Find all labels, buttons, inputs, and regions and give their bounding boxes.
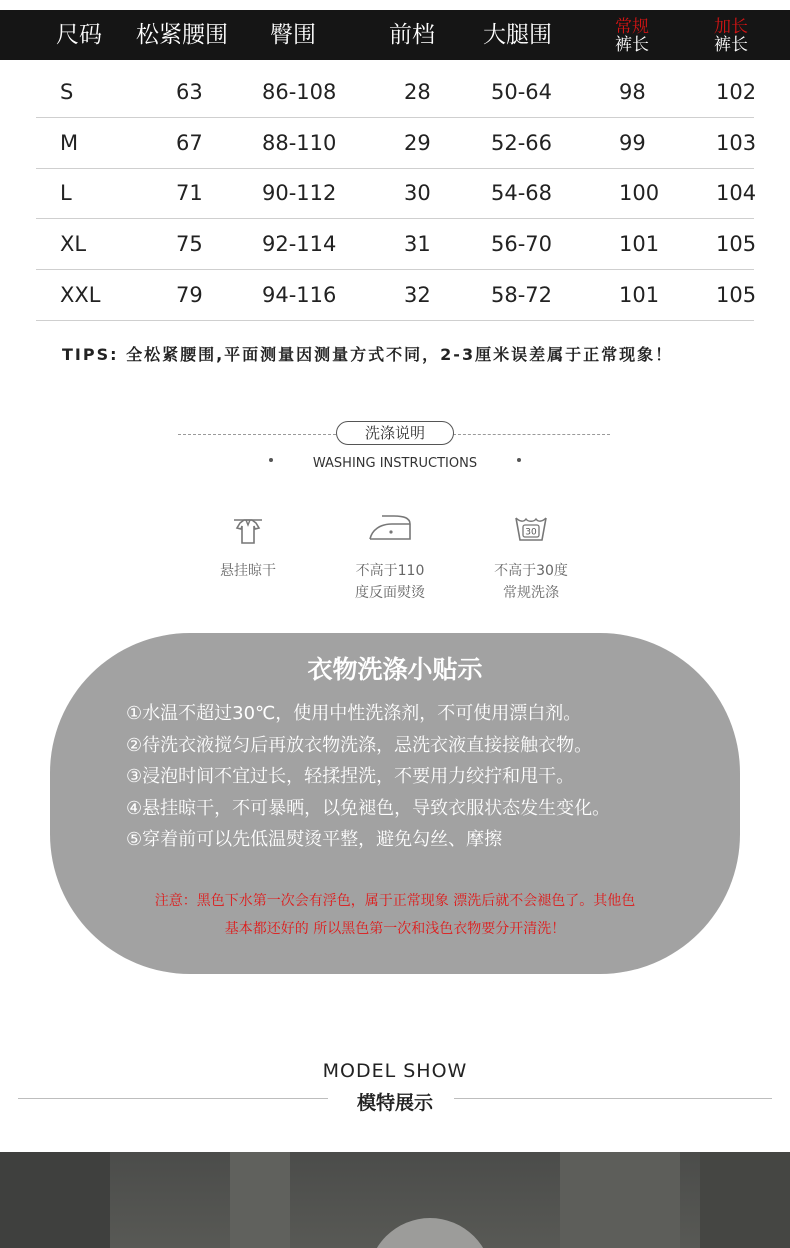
header-regular-length — [610, 18, 654, 54]
table-cell: 63 — [176, 80, 203, 104]
header-long-length-label: 裤长 — [714, 35, 748, 55]
photo-background — [0, 1152, 110, 1248]
care-tip-item: ③浸泡时间不宜过长，轻揉捏洗，不要用力绞拧和甩干。 — [126, 766, 575, 787]
care-tip-item: ④悬挂晾干，不可暴晒，以免褪色，导致衣服状态发生变化。 — [126, 798, 611, 819]
care-note-line: 注意：黑色下水第一次会有浮色，属于正常现象 漂洗后就不会褪色了。其他色 — [154, 893, 636, 909]
header-thigh: 大腿围 — [483, 22, 552, 48]
care-label-line: 不高于30度 — [494, 563, 568, 579]
care-label-line: 度反面熨烫 — [355, 585, 425, 601]
washing-divider-right — [453, 434, 610, 435]
washing-subtitle: WASHING INSTRUCTIONS — [312, 456, 478, 471]
care-tips-title: 衣物洗涤小贴示 — [307, 655, 483, 684]
table-cell: 29 — [404, 131, 431, 155]
washing-title: 洗涤说明 — [336, 421, 454, 445]
model-photo — [0, 1152, 790, 1248]
table-cell: 103 — [716, 131, 757, 155]
care-label-line: 不高于110 — [355, 563, 425, 579]
table-cell: 88-110 — [262, 131, 337, 155]
table-cell: 86-108 — [262, 80, 337, 104]
table-cell: 71 — [176, 181, 203, 205]
size-table-header — [0, 10, 790, 60]
photo-background — [560, 1152, 680, 1248]
table-cell: 75 — [176, 232, 203, 256]
table-cell: 30 — [404, 181, 431, 205]
table-cell: 105 — [716, 232, 757, 256]
model-show-heading: MODEL SHOW — [322, 1060, 468, 1082]
care-tip-item: ②待洗衣液搅匀后再放衣物洗涤，忌洗衣液直接接触衣物。 — [126, 735, 593, 756]
header-long-label: 加长 — [714, 17, 748, 37]
table-row — [36, 67, 757, 118]
table-cell: 52-66 — [491, 131, 553, 155]
table-cell: 58-72 — [491, 283, 553, 307]
model-head — [368, 1218, 492, 1248]
table-cell: 102 — [716, 80, 757, 104]
table-cell: XL — [60, 232, 87, 256]
iron-icon — [368, 512, 412, 548]
table-cell: 101 — [619, 283, 660, 307]
table-cell: S — [60, 80, 74, 104]
header-hip: 臀围 — [270, 22, 316, 48]
header-long-length — [709, 18, 753, 54]
photo-background — [230, 1152, 290, 1248]
care-label-hang-dry — [198, 560, 298, 582]
care-label-iron — [330, 560, 450, 604]
table-cell: 56-70 — [491, 232, 553, 256]
table-row — [36, 219, 757, 270]
care-label-line: 常规洗涤 — [503, 585, 559, 601]
table-cell: 31 — [404, 232, 431, 256]
table-cell: 28 — [404, 80, 431, 104]
table-cell: 105 — [716, 283, 757, 307]
header-size: 尺码 — [56, 22, 102, 48]
table-cell: 101 — [619, 232, 660, 256]
table-cell: 98 — [619, 80, 646, 104]
table-row — [36, 168, 757, 219]
wash-30-icon — [514, 512, 548, 548]
washing-divider-left — [178, 434, 336, 435]
table-cell: M — [60, 131, 79, 155]
table-row — [36, 270, 757, 321]
model-show-subheading: 模特展示 — [356, 1092, 433, 1114]
header-regular-label: 常规 — [615, 17, 649, 37]
table-cell: 54-68 — [491, 181, 553, 205]
table-cell: 50-64 — [491, 80, 553, 104]
care-label-wash — [471, 560, 591, 604]
table-cell: 94-116 — [262, 283, 337, 307]
table-cell: 79 — [176, 283, 203, 307]
table-cell: 92-114 — [262, 232, 337, 256]
tips-text: TIPS: 全松紧腰围,平面测量因测量方式不同，2-3厘米误差属于正常现象！ — [62, 345, 674, 364]
table-cell: 32 — [404, 283, 431, 307]
hang-dry-icon — [232, 514, 264, 550]
table-cell: 104 — [716, 181, 757, 205]
table-cell: 67 — [176, 131, 203, 155]
table-cell: L — [60, 181, 72, 205]
table-cell: XXL — [60, 283, 101, 307]
header-rise: 前档 — [389, 22, 435, 48]
wash-temperature-text: 30 — [525, 527, 537, 538]
care-tip-item: ⑤穿着前可以先低温熨烫平整，避免勾丝、摩擦 — [126, 829, 503, 850]
table-cell: 90-112 — [262, 181, 337, 205]
table-row — [36, 118, 757, 169]
header-waist: 松紧腰围 — [136, 22, 228, 48]
care-label-line: 悬挂晾干 — [220, 563, 276, 579]
table-cell: 99 — [619, 131, 646, 155]
table-cell: 100 — [619, 181, 660, 205]
care-note-line: 基本都还好的 所以黑色第一次和浅色衣物要分开清洗！ — [224, 921, 566, 937]
photo-background — [700, 1152, 790, 1248]
header-regular-length-label: 裤长 — [615, 35, 649, 55]
care-tip-item: ①水温不超过30℃，使用中性洗涤剂，不可使用漂白剂。 — [126, 703, 582, 724]
